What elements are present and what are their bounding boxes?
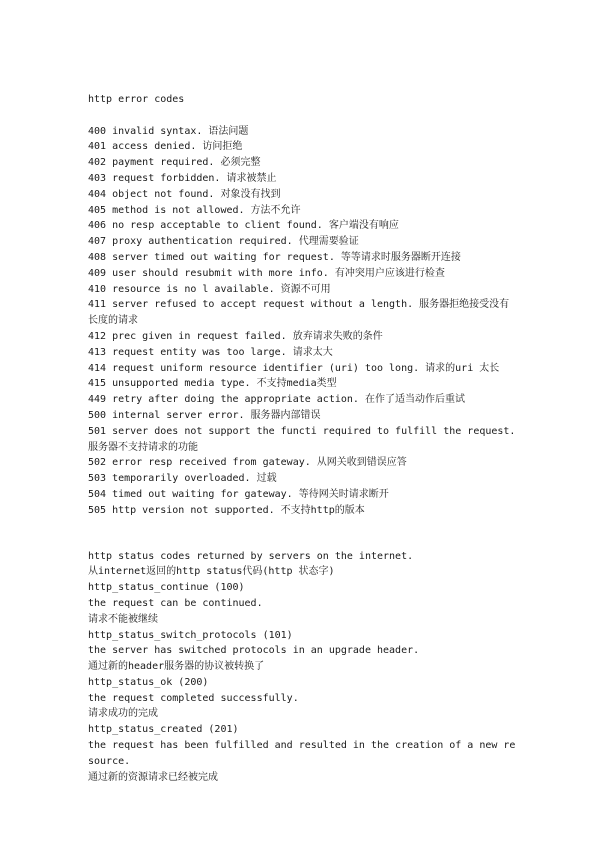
error-code-line: 406 no resp acceptable to client found. 客户端没有响应 xyxy=(88,220,399,232)
error-code-list xyxy=(88,124,522,519)
error-code-line: 401 access denied. 访问拒绝 xyxy=(88,141,243,153)
status-code-line: 请求成功的完成 xyxy=(88,708,158,720)
status-code-line: 请求不能被继续 xyxy=(88,613,158,625)
status-code-line: 通过新的header服务器的协议被转换了 xyxy=(88,661,265,673)
status-code-line: the server has switched protocols in an upgrade header. xyxy=(88,645,420,657)
error-code-line: 405 method is not allowed. 方法不允许 xyxy=(88,204,301,216)
status-code-line: http_status_switch_protocols (101) xyxy=(88,629,293,641)
error-code-line: 500 internal server error. 服务器内部错误 xyxy=(88,409,321,421)
error-code-line: 503 temporarily overloaded. 过载 xyxy=(88,473,277,485)
spacer xyxy=(88,108,518,124)
spacer xyxy=(88,519,518,549)
document-page xyxy=(88,92,522,785)
error-code-line: 414 request uniform resource identifier (uri) too long. 请求的uri 太长 xyxy=(88,362,500,374)
error-code-line: 501 server does not support the functi required to fulfill the request. 服务器不支持请求的功能 xyxy=(88,425,522,453)
status-code-list xyxy=(88,549,518,786)
error-code-line: 504 timed out waiting for gateway. 等待网关时请求断开 xyxy=(88,488,389,500)
status-code-line: 通过新的资源请求已经被完成 xyxy=(88,771,218,783)
error-code-line: 402 payment required. 必须完整 xyxy=(88,157,261,169)
error-code-line: 505 http version not supported. 不支持http的版本 xyxy=(88,504,365,516)
status-code-line: http status codes returned by servers on the internet. xyxy=(88,550,414,562)
error-code-line: 400 invalid syntax. 语法问题 xyxy=(88,125,249,137)
status-code-line: the request has been fulfilled and resulted in the creation of a new resource. xyxy=(88,740,516,767)
status-code-line: http_status_continue (100) xyxy=(88,582,245,594)
error-code-line: 408 server timed out waiting for request. 等等请求时服务器断开连接 xyxy=(88,251,461,263)
error-code-line: 404 object not found. 对象没有找到 xyxy=(88,188,281,200)
error-code-line: 403 request forbidden. 请求被禁止 xyxy=(88,172,277,184)
status-code-line: the request completed successfully. xyxy=(88,692,299,704)
error-code-line: 415 unsupported media type. 不支持media类型 xyxy=(88,378,337,390)
document-title: http error codes xyxy=(88,94,185,105)
error-code-line: 407 proxy authentication required. 代理需要验证 xyxy=(88,236,359,248)
error-code-line: 412 prec given in request failed. 放弃请求失败的条件 xyxy=(88,330,383,342)
status-code-line: the request can be continued. xyxy=(88,597,263,609)
status-code-line: http_status_created (201) xyxy=(88,724,239,736)
error-code-line: 502 error resp received from gateway. 从网关收到错误应答 xyxy=(88,457,407,469)
status-code-line: 从internet返回的http status代码(http 状态字) xyxy=(88,566,335,578)
status-code-line: http_status_ok (200) xyxy=(88,676,209,688)
error-code-line: 409 user should resubmit with more info. 有冲突用户应该进行检查 xyxy=(88,267,445,279)
error-code-line: 449 retry after doing the appropriate action. 在作了适当动作后重试 xyxy=(88,394,465,406)
error-code-line: 410 resource is no l available. 资源不可用 xyxy=(88,283,331,295)
error-code-line: 411 server refused to accept request without a length. 服务器拒绝接受没有长度的请求 xyxy=(88,299,510,327)
error-code-line: 413 request entity was too large. 请求太大 xyxy=(88,346,333,358)
